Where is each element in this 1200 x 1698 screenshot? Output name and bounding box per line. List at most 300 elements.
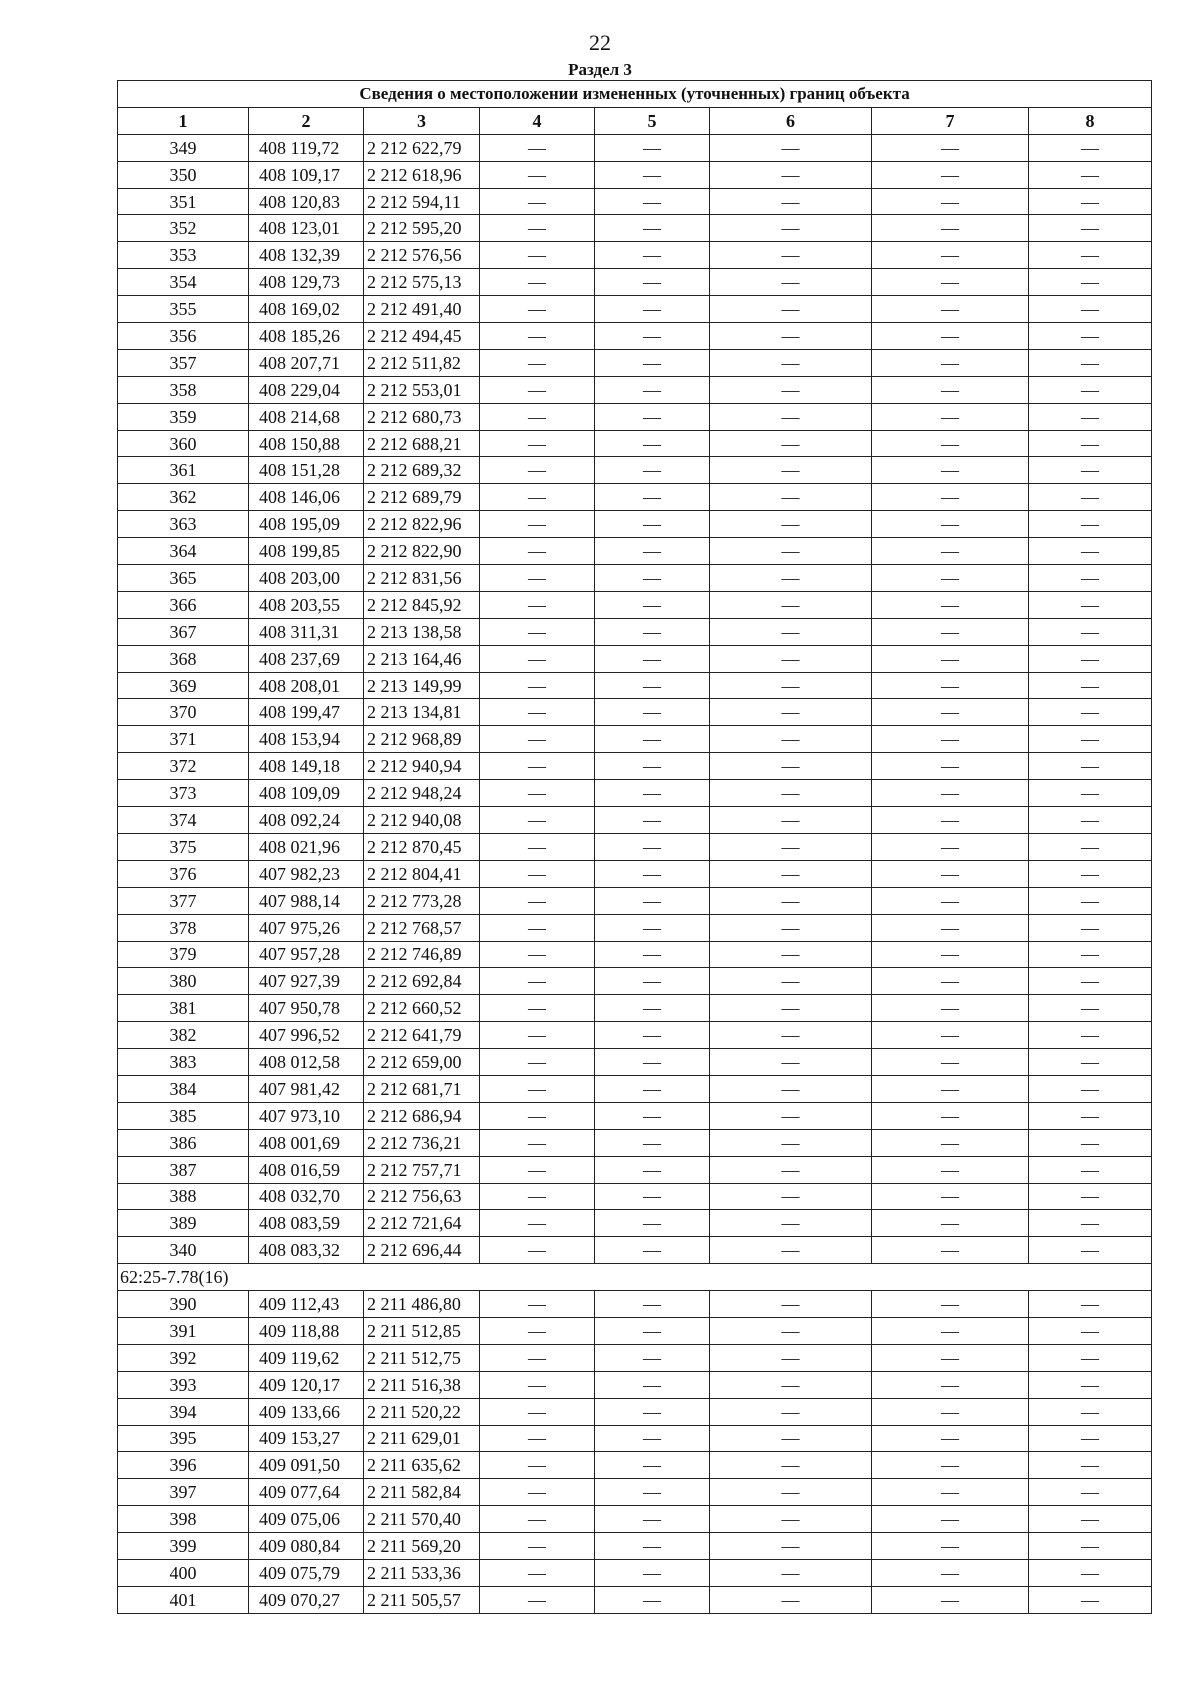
coordinate-y: 2 213 134,81	[364, 699, 480, 726]
empty-cell-dash: —	[872, 753, 1029, 780]
table-row	[118, 618, 1152, 645]
empty-cell-dash: —	[1029, 887, 1152, 914]
empty-cell-dash: —	[872, 242, 1029, 269]
coordinate-y: 2 211 570,40	[364, 1506, 480, 1533]
point-number: 363	[118, 511, 249, 538]
empty-cell-dash: —	[595, 1398, 710, 1425]
point-number: 368	[118, 645, 249, 672]
table-row	[118, 1049, 1152, 1076]
empty-cell-dash: —	[480, 1049, 595, 1076]
coordinate-x: 407 996,52	[249, 1022, 364, 1049]
coordinate-y: 2 212 940,94	[364, 753, 480, 780]
empty-cell-dash: —	[595, 538, 710, 565]
point-number: 389	[118, 1210, 249, 1237]
empty-cell-dash: —	[710, 269, 872, 296]
empty-cell-dash: —	[480, 753, 595, 780]
coordinate-x: 408 203,00	[249, 565, 364, 592]
coordinate-x: 408 012,58	[249, 1049, 364, 1076]
coordinate-y: 2 212 804,41	[364, 860, 480, 887]
empty-cell-dash: —	[480, 1022, 595, 1049]
empty-cell-dash: —	[872, 1586, 1029, 1613]
coordinate-y: 2 212 686,94	[364, 1102, 480, 1129]
point-number: 351	[118, 188, 249, 215]
point-number: 374	[118, 807, 249, 834]
point-number: 381	[118, 995, 249, 1022]
point-number: 399	[118, 1533, 249, 1560]
point-number: 373	[118, 780, 249, 807]
empty-cell-dash: —	[1029, 1371, 1152, 1398]
coordinate-y: 2 212 773,28	[364, 887, 480, 914]
empty-cell-dash: —	[480, 484, 595, 511]
empty-cell-dash: —	[872, 672, 1029, 699]
empty-cell-dash: —	[1029, 565, 1152, 592]
point-number: 400	[118, 1559, 249, 1586]
empty-cell-dash: —	[595, 833, 710, 860]
empty-cell-dash: —	[595, 914, 710, 941]
empty-cell-dash: —	[710, 188, 872, 215]
table-row	[118, 269, 1152, 296]
coordinate-x: 408 001,69	[249, 1129, 364, 1156]
coordinate-x: 409 119,62	[249, 1344, 364, 1371]
empty-cell-dash: —	[872, 1506, 1029, 1533]
coordinate-x: 408 203,55	[249, 591, 364, 618]
empty-cell-dash: —	[480, 780, 595, 807]
table-row	[118, 1022, 1152, 1049]
empty-cell-dash: —	[872, 215, 1029, 242]
empty-cell-dash: —	[1029, 1210, 1152, 1237]
coordinate-x: 407 973,10	[249, 1102, 364, 1129]
coordinate-y: 2 212 688,21	[364, 430, 480, 457]
coordinate-y: 2 212 870,45	[364, 833, 480, 860]
table-row	[118, 1533, 1152, 1560]
empty-cell-dash: —	[595, 995, 710, 1022]
empty-cell-dash: —	[595, 672, 710, 699]
empty-cell-dash: —	[480, 1479, 595, 1506]
empty-cell-dash: —	[710, 1049, 872, 1076]
empty-cell-dash: —	[872, 699, 1029, 726]
empty-cell-dash: —	[595, 1291, 710, 1318]
empty-cell-dash: —	[1029, 457, 1152, 484]
point-number: 365	[118, 565, 249, 592]
empty-cell-dash: —	[1029, 296, 1152, 323]
empty-cell-dash: —	[710, 780, 872, 807]
empty-cell-dash: —	[595, 161, 710, 188]
empty-cell-dash: —	[1029, 699, 1152, 726]
empty-cell-dash: —	[710, 1452, 872, 1479]
coordinate-y: 2 212 618,96	[364, 161, 480, 188]
table-row	[118, 780, 1152, 807]
coordinate-x: 409 075,79	[249, 1559, 364, 1586]
coordinate-y: 2 212 736,21	[364, 1129, 480, 1156]
point-number: 350	[118, 161, 249, 188]
empty-cell-dash: —	[480, 349, 595, 376]
empty-cell-dash: —	[710, 1129, 872, 1156]
empty-cell-dash: —	[1029, 269, 1152, 296]
coordinate-y: 2 211 512,75	[364, 1344, 480, 1371]
table-row	[118, 941, 1152, 968]
empty-cell-dash: —	[872, 995, 1029, 1022]
table-caption: Сведения о местоположении измененных (уточненных) границ объекта	[118, 81, 1152, 108]
empty-cell-dash: —	[480, 161, 595, 188]
coordinate-x: 408 092,24	[249, 807, 364, 834]
table-row	[118, 807, 1152, 834]
empty-cell-dash: —	[1029, 538, 1152, 565]
empty-cell-dash: —	[595, 323, 710, 350]
empty-cell-dash: —	[480, 215, 595, 242]
empty-cell-dash: —	[1029, 995, 1152, 1022]
coordinate-x: 409 091,50	[249, 1452, 364, 1479]
empty-cell-dash: —	[872, 565, 1029, 592]
empty-cell-dash: —	[872, 833, 1029, 860]
empty-cell-dash: —	[595, 403, 710, 430]
empty-cell-dash: —	[1029, 161, 1152, 188]
empty-cell-dash: —	[710, 1559, 872, 1586]
empty-cell-dash: —	[872, 941, 1029, 968]
empty-cell-dash: —	[872, 1102, 1029, 1129]
empty-cell-dash: —	[872, 726, 1029, 753]
empty-cell-dash: —	[480, 1129, 595, 1156]
empty-cell-dash: —	[1029, 134, 1152, 161]
empty-cell-dash: —	[872, 1559, 1029, 1586]
empty-cell-dash: —	[480, 1317, 595, 1344]
point-number: 390	[118, 1291, 249, 1318]
empty-cell-dash: —	[1029, 376, 1152, 403]
column-header: 6	[710, 107, 872, 134]
empty-cell-dash: —	[710, 1022, 872, 1049]
table-row	[118, 215, 1152, 242]
empty-cell-dash: —	[710, 1371, 872, 1398]
table-row	[118, 699, 1152, 726]
coordinate-y: 2 211 582,84	[364, 1479, 480, 1506]
coordinate-y: 2 211 569,20	[364, 1533, 480, 1560]
empty-cell-dash: —	[872, 860, 1029, 887]
coordinate-x: 408 229,04	[249, 376, 364, 403]
coordinate-y: 2 212 940,08	[364, 807, 480, 834]
empty-cell-dash: —	[710, 1425, 872, 1452]
empty-cell-dash: —	[872, 1075, 1029, 1102]
point-number: 391	[118, 1317, 249, 1344]
empty-cell-dash: —	[710, 215, 872, 242]
empty-cell-dash: —	[710, 1533, 872, 1560]
point-number: 358	[118, 376, 249, 403]
coordinate-y: 2 212 845,92	[364, 591, 480, 618]
coordinate-y: 2 212 757,71	[364, 1156, 480, 1183]
empty-cell-dash: —	[1029, 1129, 1152, 1156]
empty-cell-dash: —	[595, 457, 710, 484]
table-row	[118, 1559, 1152, 1586]
empty-cell-dash: —	[595, 565, 710, 592]
group1-rows	[118, 134, 1152, 1263]
table-row	[118, 1344, 1152, 1371]
coordinate-y: 2 211 512,85	[364, 1317, 480, 1344]
point-number: 364	[118, 538, 249, 565]
coordinate-y: 2 212 948,24	[364, 780, 480, 807]
point-number: 372	[118, 753, 249, 780]
empty-cell-dash: —	[872, 645, 1029, 672]
empty-cell-dash: —	[872, 1317, 1029, 1344]
point-number: 369	[118, 672, 249, 699]
table-row	[118, 1317, 1152, 1344]
empty-cell-dash: —	[595, 269, 710, 296]
empty-cell-dash: —	[480, 188, 595, 215]
empty-cell-dash: —	[1029, 1452, 1152, 1479]
coordinate-x: 409 070,27	[249, 1586, 364, 1613]
coordinate-y: 2 212 689,79	[364, 484, 480, 511]
empty-cell-dash: —	[480, 887, 595, 914]
empty-cell-dash: —	[710, 134, 872, 161]
table-row	[118, 995, 1152, 1022]
table-row	[118, 1506, 1152, 1533]
empty-cell-dash: —	[595, 430, 710, 457]
empty-cell-dash: —	[595, 1129, 710, 1156]
empty-cell-dash: —	[872, 1371, 1029, 1398]
coordinate-y: 2 212 968,89	[364, 726, 480, 753]
empty-cell-dash: —	[710, 1102, 872, 1129]
empty-cell-dash: —	[480, 1371, 595, 1398]
empty-cell-dash: —	[595, 1452, 710, 1479]
point-number: 340	[118, 1237, 249, 1264]
empty-cell-dash: —	[710, 565, 872, 592]
point-number: 392	[118, 1344, 249, 1371]
empty-cell-dash: —	[480, 242, 595, 269]
empty-cell-dash: —	[595, 1559, 710, 1586]
coordinate-x: 407 981,42	[249, 1075, 364, 1102]
coordinate-y: 2 212 511,82	[364, 349, 480, 376]
coordinate-x: 407 975,26	[249, 914, 364, 941]
coordinate-x: 408 119,72	[249, 134, 364, 161]
empty-cell-dash: —	[1029, 242, 1152, 269]
point-number: 380	[118, 968, 249, 995]
empty-cell-dash: —	[872, 887, 1029, 914]
coordinate-x: 407 927,39	[249, 968, 364, 995]
point-number: 387	[118, 1156, 249, 1183]
coordinate-y: 2 212 575,13	[364, 269, 480, 296]
coordinate-y: 2 211 533,36	[364, 1559, 480, 1586]
empty-cell-dash: —	[872, 1049, 1029, 1076]
empty-cell-dash: —	[1029, 1559, 1152, 1586]
coordinate-x: 409 120,17	[249, 1371, 364, 1398]
empty-cell-dash: —	[872, 1452, 1029, 1479]
coordinate-y: 2 212 831,56	[364, 565, 480, 592]
coordinate-y: 2 213 164,46	[364, 645, 480, 672]
coordinate-y: 2 212 595,20	[364, 215, 480, 242]
coordinate-y: 2 212 594,11	[364, 188, 480, 215]
point-number: 396	[118, 1452, 249, 1479]
empty-cell-dash: —	[872, 1237, 1029, 1264]
coordinate-y: 2 212 622,79	[364, 134, 480, 161]
empty-cell-dash: —	[595, 1049, 710, 1076]
point-number: 355	[118, 296, 249, 323]
empty-cell-dash: —	[872, 1344, 1029, 1371]
empty-cell-dash: —	[872, 376, 1029, 403]
point-number: 398	[118, 1506, 249, 1533]
coordinate-x: 408 109,17	[249, 161, 364, 188]
table-row	[118, 484, 1152, 511]
empty-cell-dash: —	[595, 860, 710, 887]
point-number: 383	[118, 1049, 249, 1076]
coordinate-y: 2 212 659,00	[364, 1049, 480, 1076]
empty-cell-dash: —	[595, 807, 710, 834]
empty-cell-dash: —	[872, 457, 1029, 484]
empty-cell-dash: —	[480, 1210, 595, 1237]
table-row	[118, 1398, 1152, 1425]
empty-cell-dash: —	[710, 968, 872, 995]
empty-cell-dash: —	[1029, 1506, 1152, 1533]
column-header-row	[118, 107, 1152, 134]
coordinate-x: 408 149,18	[249, 753, 364, 780]
empty-cell-dash: —	[1029, 188, 1152, 215]
coordinate-x: 409 112,43	[249, 1291, 364, 1318]
empty-cell-dash: —	[595, 215, 710, 242]
point-number: 353	[118, 242, 249, 269]
empty-cell-dash: —	[480, 134, 595, 161]
empty-cell-dash: —	[710, 699, 872, 726]
empty-cell-dash: —	[480, 860, 595, 887]
table-row	[118, 1371, 1152, 1398]
empty-cell-dash: —	[872, 323, 1029, 350]
empty-cell-dash: —	[595, 1075, 710, 1102]
table-row	[118, 1237, 1152, 1264]
point-number: 397	[118, 1479, 249, 1506]
column-header: 7	[872, 107, 1029, 134]
empty-cell-dash: —	[595, 780, 710, 807]
table-row	[118, 860, 1152, 887]
table-row	[118, 1425, 1152, 1452]
empty-cell-dash: —	[872, 1425, 1029, 1452]
empty-cell-dash: —	[595, 242, 710, 269]
table-row	[118, 1183, 1152, 1210]
empty-cell-dash: —	[872, 269, 1029, 296]
empty-cell-dash: —	[1029, 323, 1152, 350]
empty-cell-dash: —	[710, 161, 872, 188]
empty-cell-dash: —	[595, 1237, 710, 1264]
empty-cell-dash: —	[1029, 726, 1152, 753]
coordinate-y: 2 212 491,40	[364, 296, 480, 323]
empty-cell-dash: —	[710, 1210, 872, 1237]
empty-cell-dash: —	[595, 1425, 710, 1452]
point-number: 366	[118, 591, 249, 618]
point-number: 376	[118, 860, 249, 887]
empty-cell-dash: —	[595, 511, 710, 538]
empty-cell-dash: —	[1029, 618, 1152, 645]
empty-cell-dash: —	[595, 296, 710, 323]
coordinate-y: 2 212 689,32	[364, 457, 480, 484]
empty-cell-dash: —	[480, 565, 595, 592]
table-row	[118, 242, 1152, 269]
coordinate-x: 409 077,64	[249, 1479, 364, 1506]
table-row	[118, 376, 1152, 403]
empty-cell-dash: —	[1029, 860, 1152, 887]
coordinate-x: 408 199,85	[249, 538, 364, 565]
point-number: 359	[118, 403, 249, 430]
point-number: 375	[118, 833, 249, 860]
empty-cell-dash: —	[480, 1102, 595, 1129]
coordinate-x: 409 153,27	[249, 1425, 364, 1452]
point-number: 394	[118, 1398, 249, 1425]
empty-cell-dash: —	[480, 995, 595, 1022]
coordinate-x: 408 150,88	[249, 430, 364, 457]
column-header: 8	[1029, 107, 1152, 134]
empty-cell-dash: —	[480, 645, 595, 672]
coordinate-x: 409 075,06	[249, 1506, 364, 1533]
coordinate-x: 408 120,83	[249, 188, 364, 215]
page-number: 22	[589, 30, 611, 55]
empty-cell-dash: —	[872, 780, 1029, 807]
coordinate-x: 408 021,96	[249, 833, 364, 860]
empty-cell-dash: —	[1029, 914, 1152, 941]
table-row	[118, 753, 1152, 780]
table-row	[118, 1156, 1152, 1183]
empty-cell-dash: —	[710, 1586, 872, 1613]
column-header: 3	[364, 107, 480, 134]
empty-cell-dash: —	[1029, 1183, 1152, 1210]
empty-cell-dash: —	[480, 376, 595, 403]
column-header: 4	[480, 107, 595, 134]
empty-cell-dash: —	[710, 1344, 872, 1371]
coordinate-x: 408 083,32	[249, 1237, 364, 1264]
table-row	[118, 1075, 1152, 1102]
point-number: 395	[118, 1425, 249, 1452]
table-row	[118, 1479, 1152, 1506]
empty-cell-dash: —	[710, 1506, 872, 1533]
point-number: 354	[118, 269, 249, 296]
empty-cell-dash: —	[595, 1586, 710, 1613]
table-row	[118, 1586, 1152, 1613]
column-header: 1	[118, 107, 249, 134]
coordinate-x: 408 214,68	[249, 403, 364, 430]
table-row	[118, 403, 1152, 430]
coordinate-y: 2 212 822,96	[364, 511, 480, 538]
empty-cell-dash: —	[710, 457, 872, 484]
empty-cell-dash: —	[480, 591, 595, 618]
coordinate-y: 2 212 692,84	[364, 968, 480, 995]
empty-cell-dash: —	[595, 1317, 710, 1344]
coordinate-x: 408 123,01	[249, 215, 364, 242]
coordinate-y: 2 212 721,64	[364, 1210, 480, 1237]
coordinate-y: 2 212 553,01	[364, 376, 480, 403]
empty-cell-dash: —	[1029, 1049, 1152, 1076]
empty-cell-dash: —	[872, 188, 1029, 215]
point-number: 370	[118, 699, 249, 726]
empty-cell-dash: —	[710, 1183, 872, 1210]
coordinate-x: 408 208,01	[249, 672, 364, 699]
point-number: 357	[118, 349, 249, 376]
empty-cell-dash: —	[480, 269, 595, 296]
empty-cell-dash: —	[480, 968, 595, 995]
table-row	[118, 188, 1152, 215]
point-number: 362	[118, 484, 249, 511]
empty-cell-dash: —	[480, 457, 595, 484]
coordinate-x: 408 185,26	[249, 323, 364, 350]
empty-cell-dash: —	[872, 1183, 1029, 1210]
empty-cell-dash: —	[480, 323, 595, 350]
empty-cell-dash: —	[595, 941, 710, 968]
empty-cell-dash: —	[1029, 1237, 1152, 1264]
table-row	[118, 1291, 1152, 1318]
coordinate-y: 2 211 629,01	[364, 1425, 480, 1452]
empty-cell-dash: —	[710, 618, 872, 645]
table-row	[118, 538, 1152, 565]
point-number: 361	[118, 457, 249, 484]
empty-cell-dash: —	[710, 1291, 872, 1318]
empty-cell-dash: —	[595, 887, 710, 914]
coordinate-y: 2 212 768,57	[364, 914, 480, 941]
empty-cell-dash: —	[480, 618, 595, 645]
empty-cell-dash: —	[480, 511, 595, 538]
column-header: 5	[595, 107, 710, 134]
table-row	[118, 672, 1152, 699]
empty-cell-dash: —	[710, 484, 872, 511]
